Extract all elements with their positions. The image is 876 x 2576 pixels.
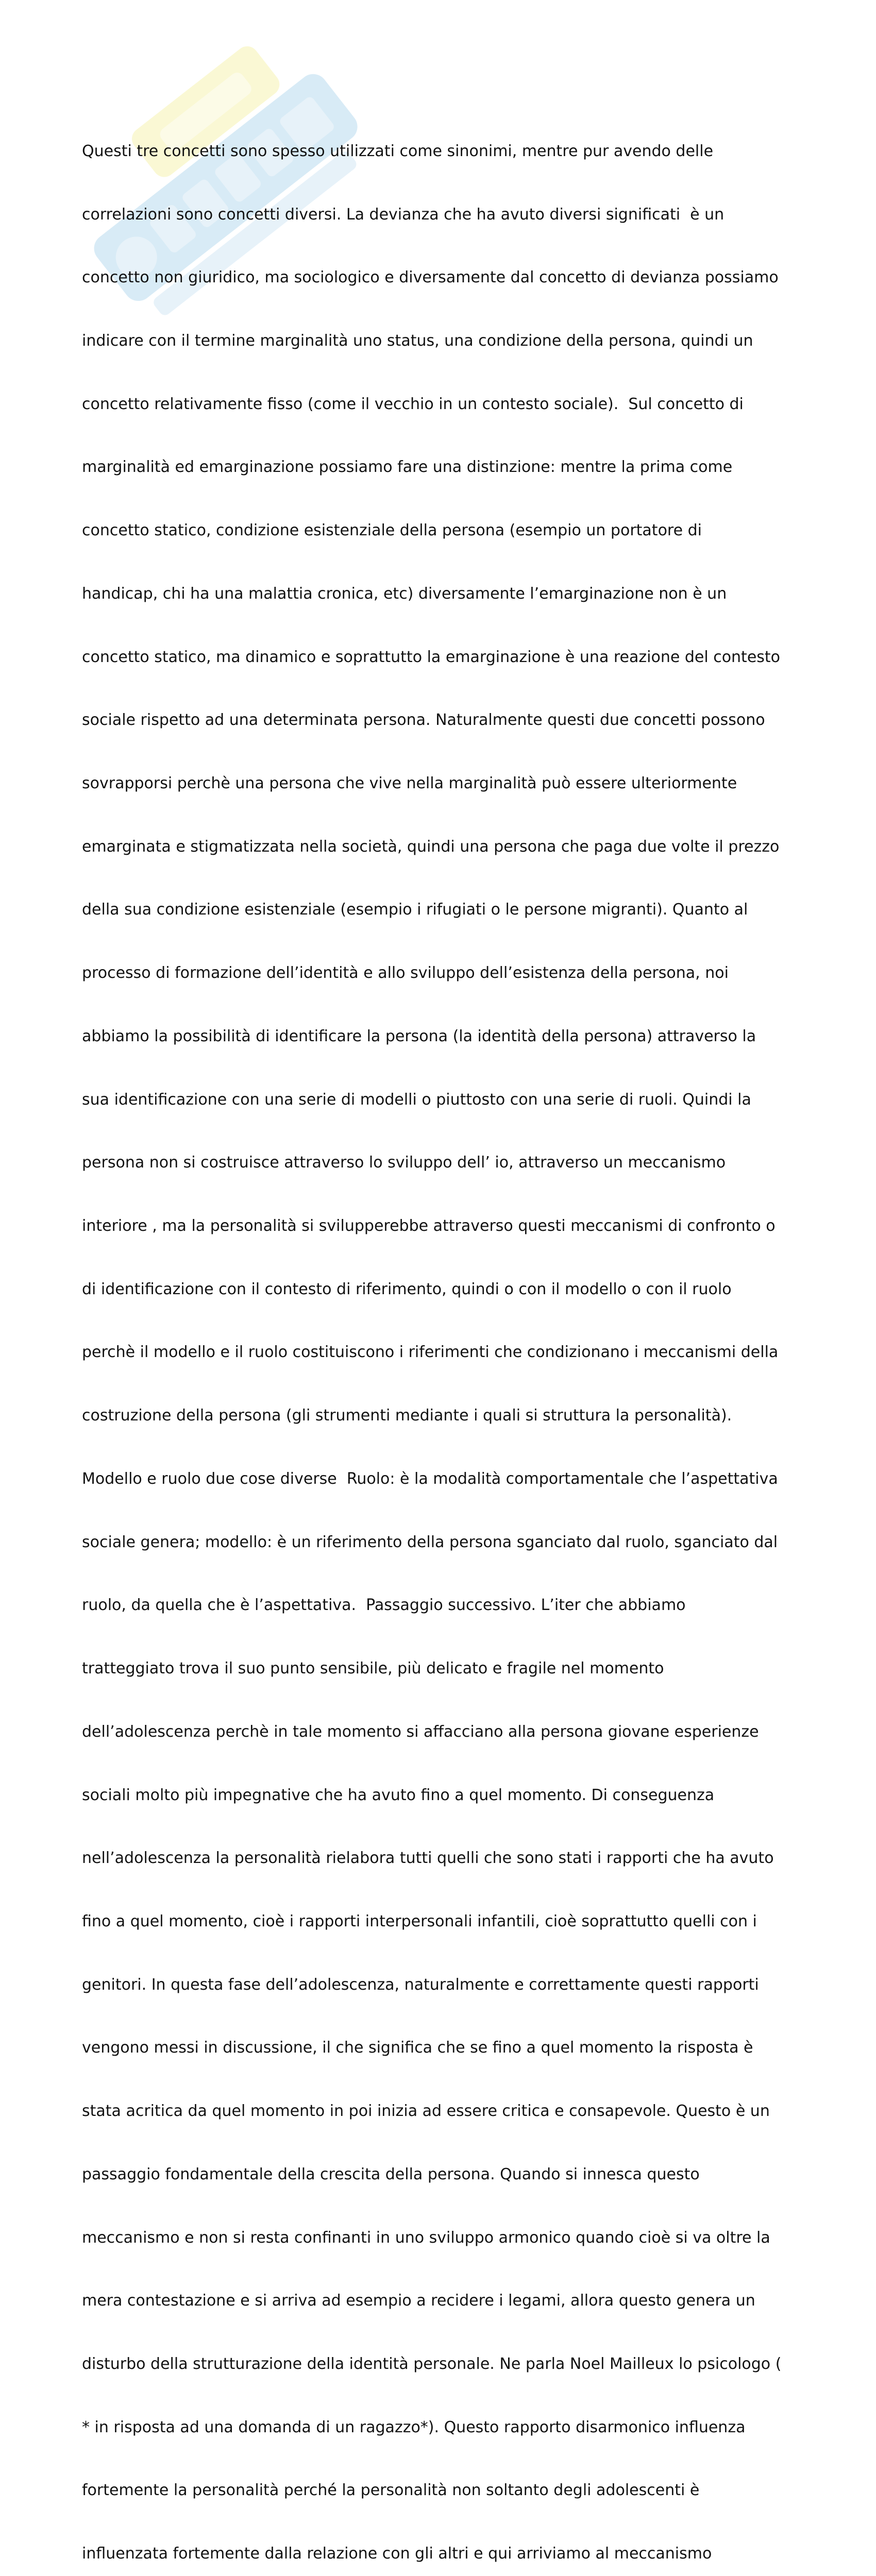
text-line: di identificazione con il contesto di riferimento, quindi o con il modello o con il ruolo — [82, 1280, 732, 1298]
text-line: concetto relativamente fisso (come il vecchio in un contesto sociale). Sul concetto di — [82, 395, 744, 413]
text-line: concetto statico, ma dinamico e soprattutto la emarginazione è una reazione del contesto — [82, 648, 781, 666]
text-line: sua identificazione con una serie di modelli o piuttosto con una serie di ruoli. Quindi la — [82, 1090, 751, 1109]
text-line: meccanismo e non si resta confinanti in uno sviluppo armonico quando cioè si va oltre la — [82, 2228, 770, 2247]
text-line: stata acritica da quel momento in poi inizia ad essere critica e consapevole. Questo è un — [82, 2102, 770, 2121]
text-line: abbiamo la possibilità di identificare la persona (la identità della persona) attraverso la — [82, 1027, 756, 1045]
document-body-text — [82, 99, 803, 2576]
text-line: sociali molto più impegnative che ha avuto fino a quel momento. Di conseguenza — [82, 1786, 715, 1804]
text-line: perchè il modello e il ruolo costituiscono i riferimenti che condizionano i meccanismi della — [82, 1343, 779, 1362]
text-line: mera contestazione e si arriva ad esempio a recidere i legami, allora questo genera un — [82, 2292, 755, 2310]
text-line: genitori. In questa fase dell’adolescenza, naturalmente e correttamente questi rapporti — [82, 1975, 759, 1994]
text-line: sociale rispetto ad una determinata persona. Naturalmente questi due concetti possono — [82, 711, 765, 730]
text-line: ruolo, da quella che è l’aspettativa. Passaggio successivo. L’iter che abbiamo — [82, 1596, 686, 1615]
text-line: marginalità ed emarginazione possiamo fare una distinzione: mentre la prima come — [82, 458, 733, 477]
text-line: fino a quel momento, cioè i rapporti interpersonali infantili, cioè soprattutto quelli con i — [82, 1912, 757, 1930]
text-line: fortemente la personalità perché la personalità non soltanto degli adolescenti è — [82, 2481, 700, 2500]
text-line: Questi tre concetti sono spesso utilizzati come sinonimi, mentre pur avendo delle — [82, 142, 714, 160]
text-line: handicap, chi ha una malattia cronica, etc) diversamente l’emarginazione non è un — [82, 584, 727, 603]
text-line: indicare con il termine marginalità uno status, una condizione della persona, quindi un — [82, 331, 753, 350]
text-line: disturbo della strutturazione della identità personale. Ne parla Noel Mailleux lo psicologo ( — [82, 2354, 782, 2373]
text-line: correlazioni sono concetti diversi. La devianza che ha avuto diversi significati è un — [82, 205, 725, 224]
text-line: concetto non giuridico, ma sociologico e diversamente dal concetto di devianza possiamo — [82, 268, 779, 287]
text-line: nell’adolescenza la personalità rielabora tutti quelli che sono stati i rapporti che ha avuto — [82, 1849, 774, 1868]
text-line: concetto statico, condizione esistenziale della persona (esempio un portatore di — [82, 521, 702, 540]
text-line: influenzata fortemente dalla relazione con gli altri e qui arriviamo al meccanismo — [82, 2545, 712, 2563]
text-line: Modello e ruolo due cose diverse Ruolo: è la modalità comportamentale che l’aspettativa — [82, 1469, 778, 1488]
text-line: vengono messi in discussione, il che significa che se fino a quel momento la risposta è — [82, 2039, 753, 2057]
text-line: interiore , ma la personalità si svilupperebbe attraverso questi meccanismi di confronto o — [82, 1217, 776, 1235]
text-line: persona non si costruisce attraverso lo sviluppo dell’ io, attraverso un meccanismo — [82, 1154, 726, 1172]
text-line: dell’adolescenza perchè in tale momento si affacciano alla persona giovane esperienze — [82, 1722, 759, 1741]
text-line: della sua condizione esistenziale (esempio i rifugiati o le persone migranti). Quanto al — [82, 901, 748, 919]
text-line: tratteggiato trova il suo punto sensibile, più delicato e fragile nel momento — [82, 1659, 664, 1678]
text-line: sovrapporsi perchè una persona che vive nella marginalità può essere ulteriormente — [82, 774, 737, 792]
text-line: * in risposta ad una domanda di un ragazzo*). Questo rapporto disarmonico influenza — [82, 2418, 746, 2436]
text-line: emarginata e stigmatizzata nella società, quindi una persona che paga due volte il prezzo — [82, 837, 780, 856]
text-line: processo di formazione dell’identità e allo sviluppo dell’esistenza della persona, noi — [82, 964, 729, 982]
text-line: sociale genera; modello: è un riferimento della persona sganciato dal ruolo, sganciato dal — [82, 1533, 778, 1551]
text-line: passaggio fondamentale della crescita della persona. Quando si innesca questo — [82, 2165, 700, 2183]
text-line: costruzione della persona (gli strumenti mediante i quali si struttura la personalità). — [82, 1406, 732, 1425]
